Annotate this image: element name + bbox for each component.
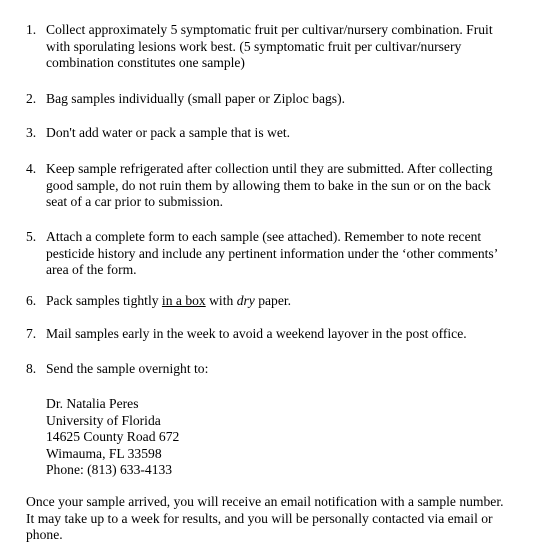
item-number: 4. <box>26 161 37 176</box>
text-line: area of the form. <box>46 262 137 277</box>
item-text <box>46 125 524 142</box>
text-line: Bag samples individually (small paper or Ziploc bags). <box>46 91 345 106</box>
item-number: 8. <box>26 361 37 376</box>
item-number: 7. <box>26 326 37 341</box>
item-text <box>46 22 524 72</box>
item-text <box>46 361 524 378</box>
item-text <box>46 229 524 279</box>
address-line: University of Florida <box>46 412 161 428</box>
text-line: It may take up to a week for results, and you will be personally contacted via email or <box>26 510 493 526</box>
underlined-text: in a box <box>161 293 206 308</box>
address-line: Wimauma, FL 33598 <box>46 445 162 461</box>
item-text <box>46 91 524 108</box>
address-line: Phone: (813) 633-4133 <box>46 462 173 477</box>
item-number: 5. <box>26 229 37 244</box>
text-line: Send the sample overnight to: <box>46 361 209 376</box>
text-line: good sample, do not ruin them by allowing them to bake in the sun or on the back <box>46 177 491 193</box>
text-segment: paper. <box>254 293 292 308</box>
italic-text: dry <box>236 293 255 308</box>
text-line: Keep sample refrigerated after collection until they are submitted. After collecting <box>46 161 493 176</box>
text-line: seat of a car prior to submission. <box>46 194 224 209</box>
item-number: 1. <box>26 22 37 37</box>
text-line: Collect approximately 5 symptomatic fruit per cultivar/nursery combination. Fruit <box>46 22 493 37</box>
text-line: with sporulating lesions work best. (5 symptomatic fruit per cultivar/nursery <box>46 38 462 54</box>
item-number: 6. <box>26 293 37 308</box>
address-line: Dr. Natalia Peres <box>46 396 139 411</box>
item-text <box>46 161 524 211</box>
mailing-address <box>46 396 346 479</box>
text-line: combination constitutes one sample) <box>46 55 245 70</box>
item-text <box>46 293 524 310</box>
item-number: 2. <box>26 91 37 106</box>
text-line <box>46 293 524 310</box>
address-line: 14625 County Road 672 <box>46 429 180 444</box>
text-line: pesticide history and include any pertinent information under the ‘other comments’ <box>46 245 499 261</box>
item-text <box>46 326 524 343</box>
closing-paragraph <box>26 494 531 544</box>
text-line: Mail samples early in the week to avoid a weekend layover in the post office. <box>46 326 467 341</box>
text-line: phone. <box>26 527 63 542</box>
item-number: 3. <box>26 125 37 140</box>
text-line: Attach a complete form to each sample (see attached). Remember to note recent <box>46 229 482 244</box>
text-segment: with <box>205 293 237 308</box>
text-line: Once your sample arrived, you will receive an email notification with a sample number. <box>26 494 504 509</box>
text-line: Don't add water or pack a sample that is wet. <box>46 125 291 140</box>
text-segment: Pack samples tightly <box>46 293 162 308</box>
